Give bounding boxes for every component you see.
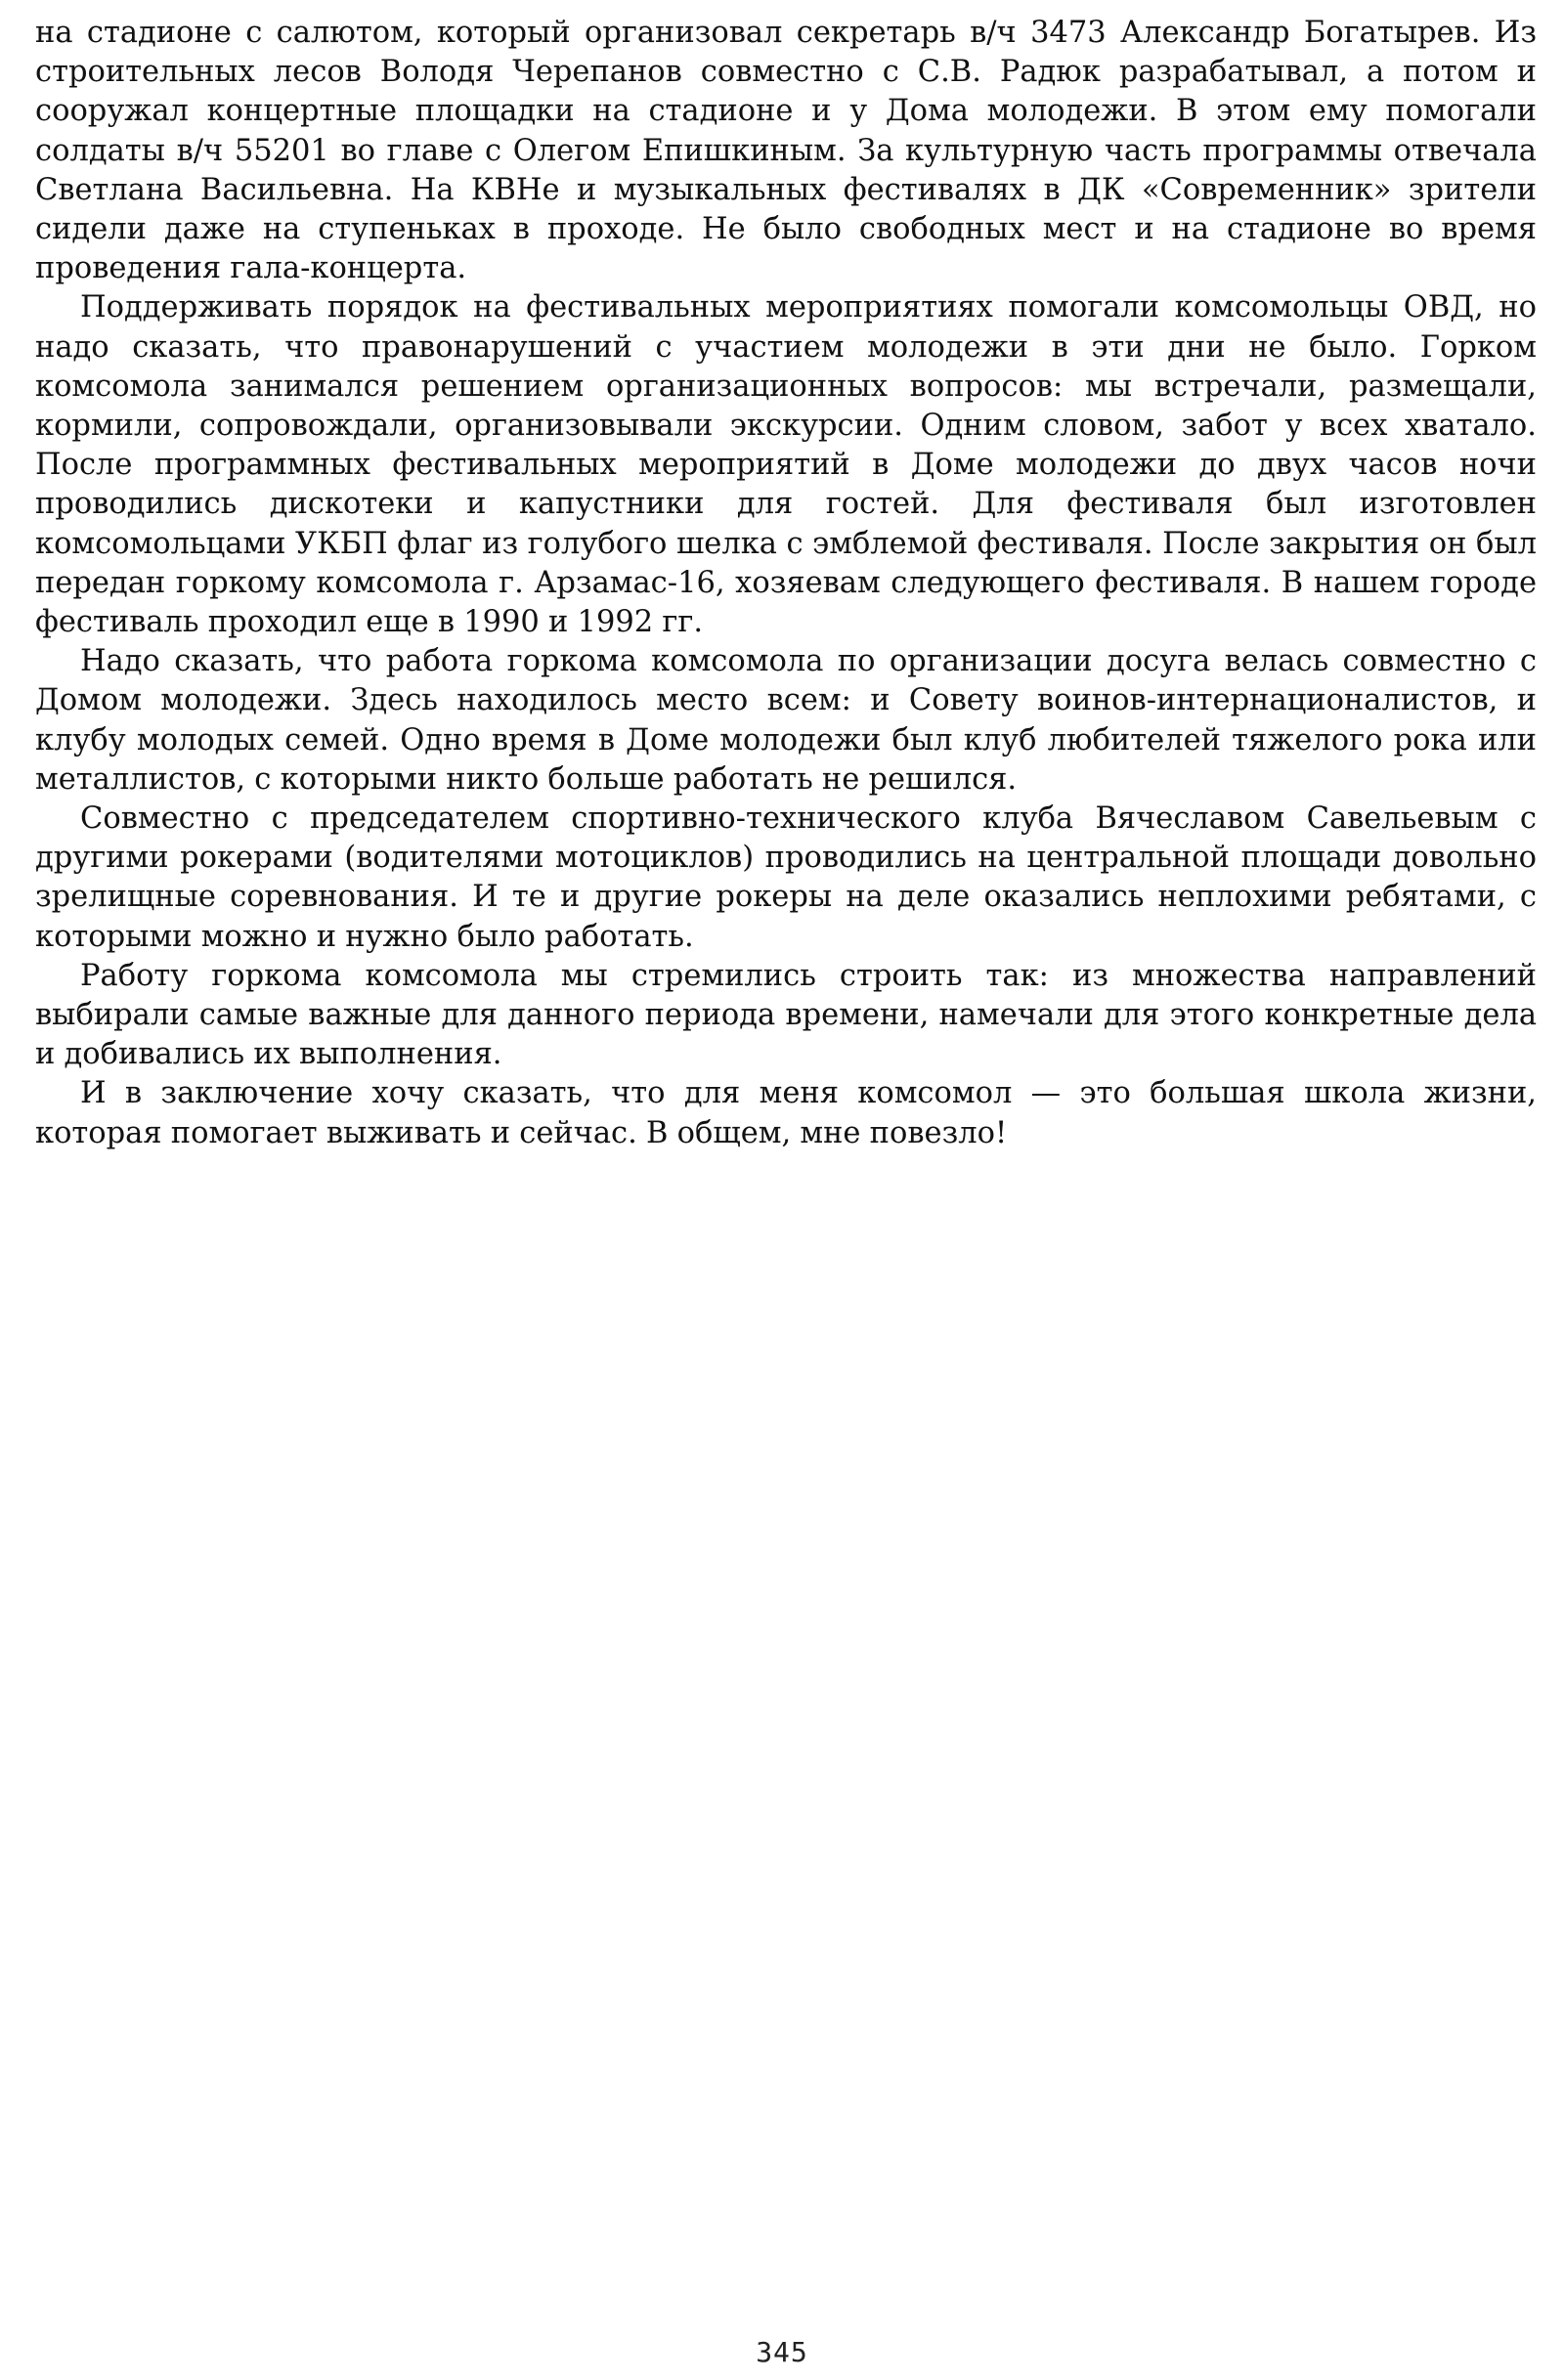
paragraph-rockers-competition: Совместно с председателем спортивно-технического клуба Вячеславом Савельевым с другими рокерами (водителями мотоциклов) проводились на центральной площади довольно зрелищные соревнования. И те и другие рокеры на деле оказались неплохими ребятами, с которыми можно и нужно было работать. <box>35 801 1537 954</box>
page-body <box>35 14 1537 1153</box>
paragraph-conclusion: И в заключение хочу сказать, что для меня комсомол — это большая школа жизни, которая помогает выживать и сейчас. В общем, мне повезло! <box>35 1076 1537 1150</box>
paragraph-stadium-festival: на стадионе с салютом, который организовал секретарь в/ч 3473 Александр Богатырев. Из строительных лесов Володя Черепанов совместно с С.В. Радюк разрабатывал, а потом и сооружал концертные площадки на стадионе и у Дома молодежи. В этом ему помогали солдаты в/ч 55201 во главе с Олегом Епишкиным. За культурную часть программы отвечала Светлана Васильевна. На КВНе и музыкальных фестивалях в ДК «Современник» зрители сидели даже на ступеньках в проходе. Не было свободных мест и на стадионе во время проведения гала-концерта. <box>35 16 1537 286</box>
page-number: 345 <box>756 2336 808 2368</box>
paragraph-committee-work: Работу горкома комсомола мы стремились строить так: из множества направлений выбирали самые важные для данного периода времени, намечали для этого конкретные дела и добивались их выполнения. <box>35 958 1537 1072</box>
paragraph-youth-house: Надо сказать, что работа горкома комсомола по организации досуга велась совместно с Домом молодежи. Здесь находилось место всем: и Совету воинов-интернационалистов, и клубу молодых семей. Одно время в Доме молодежи был клуб любителей тяжелого рока или металлистов, с которыми никто больше работать не решился. <box>35 644 1537 797</box>
paragraph-festival-order: Поддерживать порядок на фестивальных мероприятиях помогали комсомольцы ОВД, но надо сказать, что правонарушений с участием молодежи в эти дни не было. Горком комсомола занимался решением организационных вопросов: мы встречали, размещали, кормили, сопровождали, организовывали экскурсии. Одним словом, забот у всех хватало. После программных фестивальных мероприятий в Доме молодежи до двух часов ночи проводились дискотеки и капустники для гостей. Для фестиваля был изготовлен комсомольцами УКБП флаг из голубого шелка с эмблемой фестиваля. После закрытия он был передан горкому комсомола г. Арзамас-16, хозяевам следующего фестиваля. В нашем городе фестиваль проходил еще в 1990 и 1992 гг. <box>35 290 1537 640</box>
